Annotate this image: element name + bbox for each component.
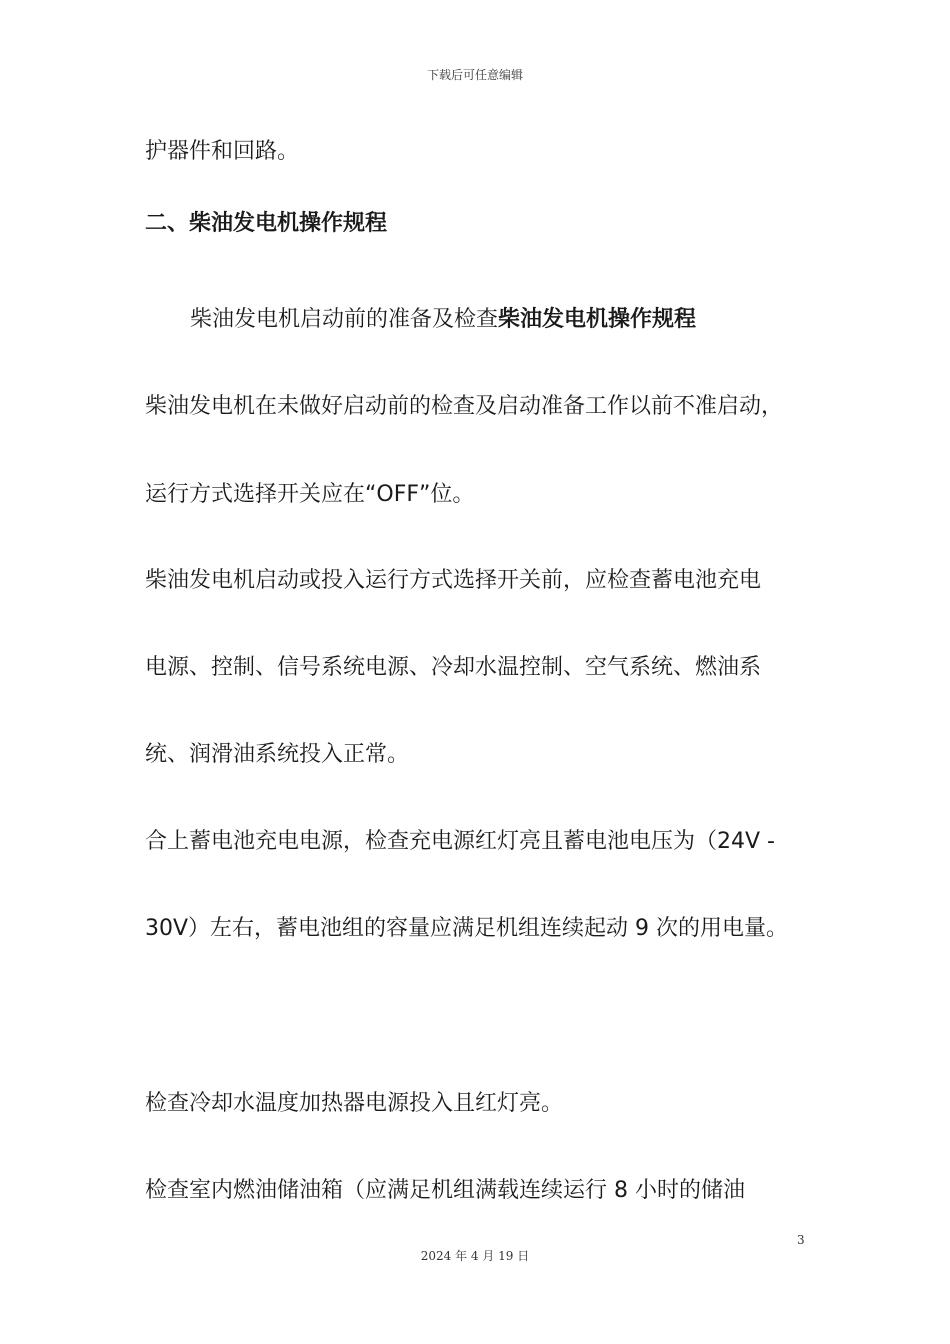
body-line: 检查室内燃油储油箱（应满足机组满载连续运行 8 小时的储油 [145, 1178, 745, 1203]
body-line: 30V）左右，蓄电池组的容量应满足机组连续起动 9 次的用电量。 [145, 916, 789, 941]
subheading-text: 柴油发电机启动前的准备及检查 [190, 307, 499, 332]
page-number: 3 [797, 1233, 805, 1247]
body-line: 统、润滑油系统投入正常。 [145, 742, 410, 767]
body-line: 柴油发电机在未做好启动前的检查及启动准备工作以前不准启动， [145, 394, 784, 419]
section-heading: 二、柴油发电机操作规程 [145, 211, 388, 236]
subheading [190, 305, 696, 335]
subheading-bold-text: 柴油发电机操作规程 [498, 307, 697, 332]
body-line: 柴油发电机启动或投入运行方式选择开关前，应检查蓄电池充电 [145, 568, 762, 593]
page-header: 下载后可任意编辑 [426, 68, 523, 82]
body-line: 护器件和回路。 [145, 139, 300, 164]
body-line: 检查冷却水温度加热器电源投入且红灯亮。 [145, 1091, 564, 1116]
body-line: 电源、控制、信号系统电源、冷却水温控制、空气系统、燃油系 [145, 655, 762, 680]
footer-date: 2024 年 4 月 19 日 [420, 1249, 530, 1263]
body-line: 运行方式选择开关应在“OFF”位。 [145, 482, 475, 507]
body-line: 合上蓄电池充电电源，检查充电源红灯亮且蓄电池电压为（24V - [145, 829, 775, 854]
